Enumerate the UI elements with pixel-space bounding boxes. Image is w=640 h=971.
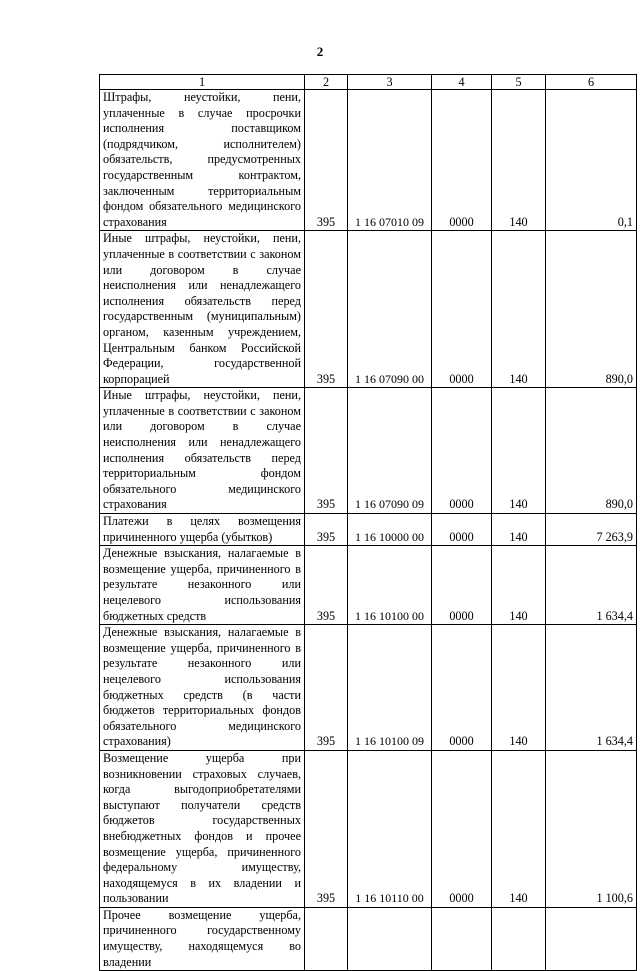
row-amount: 1 100,6: [546, 750, 637, 907]
row-amount: 0,1: [546, 90, 637, 231]
row-kosgu-code: 140: [492, 546, 546, 625]
column-header: 4: [432, 75, 492, 90]
row-program-code: [432, 907, 492, 970]
row-budget-code: 1 16 10110 00: [348, 750, 432, 907]
row-amount: [546, 907, 637, 970]
row-program-code: 0000: [432, 546, 492, 625]
budget-revenue-table: [99, 74, 637, 971]
table-row: [100, 546, 637, 625]
table-row: [100, 750, 637, 907]
row-admin-code: 395: [305, 90, 348, 231]
table-row: [100, 907, 637, 970]
row-budget-code: 1 16 10100 09: [348, 625, 432, 751]
column-header: 6: [546, 75, 637, 90]
table-row: [100, 231, 637, 388]
table-row: [100, 90, 637, 231]
row-budget-code: [348, 907, 432, 970]
row-admin-code: 395: [305, 546, 348, 625]
row-amount: 890,0: [546, 388, 637, 514]
row-program-code: 0000: [432, 514, 492, 546]
row-kosgu-code: 140: [492, 231, 546, 388]
row-kosgu-code: 140: [492, 750, 546, 907]
row-description: Денежные взыскания, налагаемые в возмещение ущерба, причиненного в результате незаконного или нецелевого использования бюджетных средств: [100, 546, 305, 625]
column-header: 3: [348, 75, 432, 90]
row-admin-code: 395: [305, 514, 348, 546]
row-budget-code: 1 16 07010 09: [348, 90, 432, 231]
row-kosgu-code: [492, 907, 546, 970]
row-description: Штрафы, неустойки, пени, уплаченные в случае просрочки исполнения поставщиком (подрядчиком, исполнителем) обязательств, предусмотренных государственным контрактом, заключенным территориальным фондом обязательного медицинского страхования: [100, 90, 305, 231]
row-program-code: 0000: [432, 388, 492, 514]
row-budget-code: 1 16 10000 00: [348, 514, 432, 546]
row-amount: 1 634,4: [546, 546, 637, 625]
row-budget-code: 1 16 07090 00: [348, 231, 432, 388]
row-amount: 1 634,4: [546, 625, 637, 751]
row-description: Денежные взыскания, налагаемые в возмещение ущерба, причиненного в результате незаконного или нецелевого использования бюджетных средств (в части бюджетов территориальных фондов обязательного медицинского страхования): [100, 625, 305, 751]
column-header: 1: [100, 75, 305, 90]
row-budget-code: 1 16 07090 09: [348, 388, 432, 514]
row-kosgu-code: 140: [492, 625, 546, 751]
row-program-code: 0000: [432, 90, 492, 231]
table-header-row: [100, 75, 637, 90]
row-admin-code: 395: [305, 231, 348, 388]
row-description: Возмещение ущерба при возникновении страховых случаев, когда выгодоприобретателями выступают получатели средств бюджетов государственных внебюджетных фондов и прочее возмещение ущерба, причиненного федеральному имуществу, находящемуся в их владении и пользовании: [100, 750, 305, 907]
table-row: [100, 514, 637, 546]
row-kosgu-code: 140: [492, 90, 546, 231]
table-row: [100, 625, 637, 751]
row-kosgu-code: 140: [492, 388, 546, 514]
row-admin-code: 395: [305, 750, 348, 907]
row-description: Иные штрафы, неустойки, пени, уплаченные в соответствии с законом или договором в случае неисполнения или ненадлежащего исполнения обязательств перед территориальным фондом обязательного медицинского страхования: [100, 388, 305, 514]
column-header: 5: [492, 75, 546, 90]
row-description: Платежи в целях возмещения причиненного ущерба (убытков): [100, 514, 305, 546]
page-number: 2: [316, 44, 324, 59]
row-admin-code: [305, 907, 348, 970]
table-row: [100, 388, 637, 514]
row-program-code: 0000: [432, 625, 492, 751]
row-description: Прочее возмещение ущерба, причиненного государственному имуществу, находящемуся во владении: [100, 907, 305, 970]
row-kosgu-code: 140: [492, 514, 546, 546]
row-description: Иные штрафы, неустойки, пени, уплаченные в соответствии с законом или договором в случае неисполнения или ненадлежащего исполнения обязательств перед государственным (муниципальным) органом, казенным учреждением, Центральным банком Российской Федерации, государственной корпорацией: [100, 231, 305, 388]
row-admin-code: 395: [305, 625, 348, 751]
row-amount: 7 263,9: [546, 514, 637, 546]
column-header: 2: [305, 75, 348, 90]
row-program-code: 0000: [432, 750, 492, 907]
row-amount: 890,0: [546, 231, 637, 388]
row-budget-code: 1 16 10100 00: [348, 546, 432, 625]
row-admin-code: 395: [305, 388, 348, 514]
row-program-code: 0000: [432, 231, 492, 388]
